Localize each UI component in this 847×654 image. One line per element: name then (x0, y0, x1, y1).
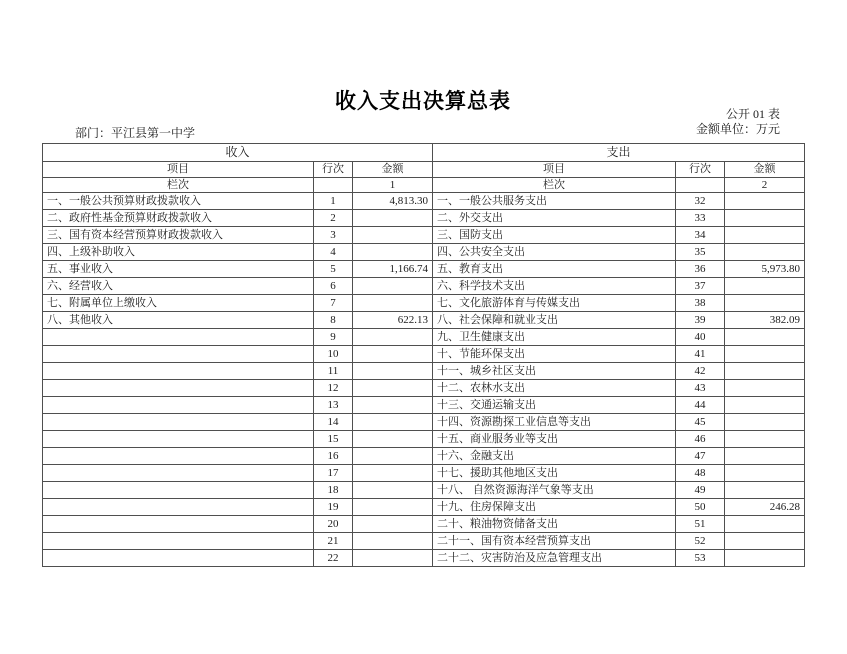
income-rowno-cell: 6 (314, 278, 353, 295)
expense-item-cell: 十五、商业服务业等支出 (433, 431, 676, 448)
expense-rowno-cell: 45 (676, 414, 725, 431)
expense-item-cell: 十六、金融支出 (433, 448, 676, 465)
income-item-cell: 八、其他收入 (43, 312, 314, 329)
table-row (43, 482, 805, 499)
expense-item-cell: 十七、援助其他地区支出 (433, 465, 676, 482)
expense-item-cell: 二十二、灾害防治及应急管理支出 (433, 550, 676, 567)
table-row (43, 431, 805, 448)
table-row (43, 278, 805, 295)
column-header-row (43, 162, 805, 178)
income-rowno-cell: 22 (314, 550, 353, 567)
expense-amount-cell (725, 380, 805, 397)
expense-item-cell: 十四、资源勘探工业信息等支出 (433, 414, 676, 431)
income-rowno-cell: 3 (314, 227, 353, 244)
income-rowno-cell: 14 (314, 414, 353, 431)
expense-rowno-cell: 43 (676, 380, 725, 397)
income-amount-header: 金额 (353, 162, 433, 178)
expense-rowno-cell: 39 (676, 312, 725, 329)
table-row (43, 448, 805, 465)
expense-item-header: 项目 (433, 162, 676, 178)
income-rowno-cell: 10 (314, 346, 353, 363)
expense-item-cell: 五、教育支出 (433, 261, 676, 278)
expense-item-cell: 七、文化旅游体育与传媒支出 (433, 295, 676, 312)
table-row (43, 329, 805, 346)
expense-amount-cell (725, 210, 805, 227)
expense-lanci-rowno-blank (676, 178, 725, 193)
income-rowno-cell: 12 (314, 380, 353, 397)
expense-item-cell: 十、节能环保支出 (433, 346, 676, 363)
income-item-cell (43, 431, 314, 448)
expense-item-cell: 十九、住房保障支出 (433, 499, 676, 516)
income-amount-cell (353, 448, 433, 465)
table-row (43, 346, 805, 363)
income-rowno-cell: 19 (314, 499, 353, 516)
income-rowno-cell: 1 (314, 193, 353, 210)
expense-item-cell: 二、外交支出 (433, 210, 676, 227)
expense-rowno-cell: 52 (676, 533, 725, 550)
expense-amount-cell (725, 550, 805, 567)
expense-section-header: 支出 (433, 144, 805, 162)
income-rowno-cell: 17 (314, 465, 353, 482)
income-rowno-cell: 7 (314, 295, 353, 312)
expense-amount-cell (725, 244, 805, 261)
expense-amount-cell (725, 482, 805, 499)
income-rowno-cell: 18 (314, 482, 353, 499)
income-item-cell (43, 346, 314, 363)
expense-amount-cell (725, 533, 805, 550)
income-item-header: 项目 (43, 162, 314, 178)
income-lanci-label: 栏次 (43, 178, 314, 193)
meta-right-block (696, 107, 780, 137)
expense-amount-cell: 5,973.80 (725, 261, 805, 278)
expense-item-cell: 八、社会保障和就业支出 (433, 312, 676, 329)
expense-item-cell: 十三、交通运输支出 (433, 397, 676, 414)
budget-summary-table (42, 143, 805, 567)
table-row (43, 244, 805, 261)
expense-rowno-header: 行次 (676, 162, 725, 178)
income-amount-cell (353, 346, 433, 363)
table-row (43, 550, 805, 567)
income-item-cell (43, 397, 314, 414)
income-item-cell (43, 380, 314, 397)
income-amount-cell (353, 431, 433, 448)
income-rowno-cell: 13 (314, 397, 353, 414)
expense-amount-header: 金额 (725, 162, 805, 178)
income-amount-cell (353, 465, 433, 482)
expense-rowno-cell: 46 (676, 431, 725, 448)
expense-amount-cell (725, 397, 805, 414)
income-item-cell (43, 448, 314, 465)
page-title: 收入支出决算总表 (335, 90, 511, 113)
income-item-cell: 二、政府性基金预算财政拨款收入 (43, 210, 314, 227)
expense-rowno-cell: 40 (676, 329, 725, 346)
income-amount-cell: 4,813.30 (353, 193, 433, 210)
income-column-number: 1 (353, 178, 433, 193)
expense-item-cell: 一、一般公共服务支出 (433, 193, 676, 210)
expense-rowno-cell: 36 (676, 261, 725, 278)
income-rowno-cell: 20 (314, 516, 353, 533)
expense-item-cell: 二十一、国有资本经营预算支出 (433, 533, 676, 550)
expense-amount-cell (725, 414, 805, 431)
income-item-cell (43, 499, 314, 516)
table-row (43, 397, 805, 414)
expense-lanci-label: 栏次 (433, 178, 676, 193)
expense-amount-cell (725, 346, 805, 363)
income-amount-cell (353, 363, 433, 380)
expense-rowno-cell: 49 (676, 482, 725, 499)
income-amount-cell (353, 550, 433, 567)
expense-rowno-cell: 37 (676, 278, 725, 295)
expense-rowno-cell: 38 (676, 295, 725, 312)
income-amount-cell (353, 516, 433, 533)
income-amount-cell (353, 397, 433, 414)
expense-amount-cell (725, 431, 805, 448)
income-item-cell (43, 329, 314, 346)
income-amount-cell (353, 227, 433, 244)
table-row (43, 210, 805, 227)
table-row (43, 363, 805, 380)
income-section-header: 收入 (43, 144, 433, 162)
income-item-cell: 三、国有资本经营预算财政拨款收入 (43, 227, 314, 244)
income-rowno-cell: 15 (314, 431, 353, 448)
income-rowno-cell: 5 (314, 261, 353, 278)
expense-amount-cell (725, 278, 805, 295)
expense-item-cell: 十二、农林水支出 (433, 380, 676, 397)
expense-rowno-cell: 41 (676, 346, 725, 363)
expense-rowno-cell: 35 (676, 244, 725, 261)
income-item-cell (43, 414, 314, 431)
income-item-cell (43, 533, 314, 550)
income-amount-cell: 1,166.74 (353, 261, 433, 278)
income-rowno-cell: 9 (314, 329, 353, 346)
income-amount-cell (353, 533, 433, 550)
expense-amount-cell (725, 448, 805, 465)
table-row (43, 414, 805, 431)
table-row (43, 261, 805, 278)
income-amount-cell (353, 414, 433, 431)
expense-rowno-cell: 53 (676, 550, 725, 567)
expense-amount-cell (725, 329, 805, 346)
column-index-row (43, 178, 805, 193)
expense-rowno-cell: 50 (676, 499, 725, 516)
income-item-cell: 五、事业收入 (43, 261, 314, 278)
income-amount-cell (353, 482, 433, 499)
income-item-cell: 一、一般公共预算财政拨款收入 (43, 193, 314, 210)
income-item-cell (43, 482, 314, 499)
expense-rowno-cell: 32 (676, 193, 725, 210)
expense-item-cell: 六、科学技术支出 (433, 278, 676, 295)
expense-amount-cell (725, 465, 805, 482)
table-row (43, 465, 805, 482)
income-amount-cell (353, 329, 433, 346)
income-rowno-cell: 11 (314, 363, 353, 380)
expense-item-cell: 十一、城乡社区支出 (433, 363, 676, 380)
expense-amount-cell: 382.09 (725, 312, 805, 329)
income-item-cell: 四、上级补助收入 (43, 244, 314, 261)
department-label: 部门：平江县第一中学 (75, 126, 196, 140)
expense-rowno-cell: 48 (676, 465, 725, 482)
expense-item-cell: 九、卫生健康支出 (433, 329, 676, 346)
table-row (43, 312, 805, 329)
expense-column-number: 2 (725, 178, 805, 193)
table-code: 公开 01 表 (725, 107, 780, 121)
expense-item-cell: 三、国防支出 (433, 227, 676, 244)
income-item-cell (43, 550, 314, 567)
income-item-cell (43, 465, 314, 482)
expense-rowno-cell: 33 (676, 210, 725, 227)
income-lanci-rowno-blank (314, 178, 353, 193)
income-amount-cell (353, 210, 433, 227)
income-rowno-header: 行次 (314, 162, 353, 178)
table-row (43, 193, 805, 210)
income-amount-cell (353, 499, 433, 516)
table-row (43, 533, 805, 550)
income-amount-cell: 622.13 (353, 312, 433, 329)
table-row (43, 295, 805, 312)
income-amount-cell (353, 278, 433, 295)
expense-rowno-cell: 47 (676, 448, 725, 465)
income-rowno-cell: 4 (314, 244, 353, 261)
expense-rowno-cell: 42 (676, 363, 725, 380)
section-header-row (43, 144, 805, 162)
income-rowno-cell: 21 (314, 533, 353, 550)
expense-amount-cell (725, 193, 805, 210)
income-item-cell (43, 516, 314, 533)
expense-amount-cell (725, 295, 805, 312)
table-row (43, 227, 805, 244)
income-amount-cell (353, 295, 433, 312)
expense-amount-cell (725, 227, 805, 244)
table-row (43, 499, 805, 516)
income-item-cell: 六、经营收入 (43, 278, 314, 295)
expense-item-cell: 十八、 自然资源海洋气象等支出 (433, 482, 676, 499)
income-rowno-cell: 2 (314, 210, 353, 227)
income-amount-cell (353, 244, 433, 261)
expense-rowno-cell: 44 (676, 397, 725, 414)
income-item-cell: 七、附属单位上缴收入 (43, 295, 314, 312)
income-item-cell (43, 363, 314, 380)
unit-label: 金额单位：万元 (695, 122, 780, 136)
table-row (43, 516, 805, 533)
income-rowno-cell: 8 (314, 312, 353, 329)
expense-amount-cell (725, 363, 805, 380)
table-row (43, 380, 805, 397)
income-amount-cell (353, 380, 433, 397)
expense-rowno-cell: 51 (676, 516, 725, 533)
income-rowno-cell: 16 (314, 448, 353, 465)
expense-item-cell: 二十、粮油物资储备支出 (433, 516, 676, 533)
expense-item-cell: 四、公共安全支出 (433, 244, 676, 261)
expense-amount-cell (725, 516, 805, 533)
expense-amount-cell: 246.28 (725, 499, 805, 516)
expense-rowno-cell: 34 (676, 227, 725, 244)
